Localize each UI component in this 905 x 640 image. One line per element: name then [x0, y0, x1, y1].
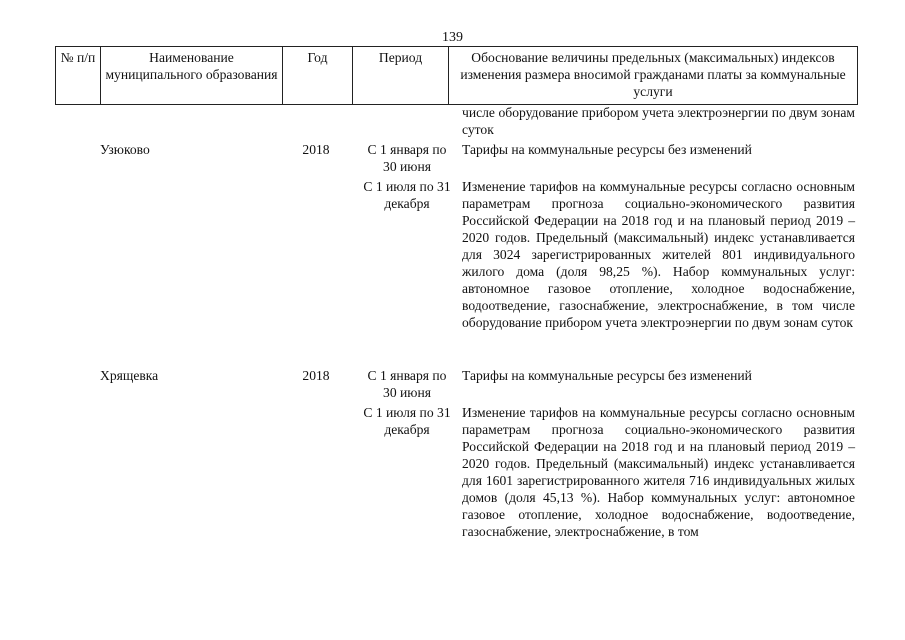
year-cell: 2018 — [302, 368, 330, 383]
table-header — [55, 46, 858, 105]
period-first-half: С 1 января по 30 июня — [367, 368, 447, 400]
header-number: № п/п — [56, 47, 101, 105]
year-cell: 2018 — [302, 142, 330, 157]
header-period: Период — [353, 47, 449, 105]
header-municipality: Наименование муниципального образования — [101, 47, 283, 105]
justification-second-half: Изменение тарифов на коммунальные ресурсы согласно основным параметрам прогноза социально-экономического развития Российской Федерации на 2018 год и на плановый период 2019 – 2020 годов. Предельный (максимальный) индекс устанавливается для 1601 зарегистрированного жителя 716 индивидуальных жилых домов (доля 45,13 %). Набор коммунальных услуг: автономное газовое отопление, холодное водоснабжение, водоотведение, газоснабжение, электроснабжение, в том — [462, 405, 855, 539]
page-number: 139 — [442, 30, 463, 45]
continued-justification: числе оборудование прибором учета электроэнергии по двум зонам суток — [462, 105, 855, 137]
period-second-half: С 1 июля по 31 декабря — [363, 405, 451, 437]
municipality-name: Узюково — [100, 142, 150, 157]
justification-first-half: Тарифы на коммунальные ресурсы без изменений — [462, 142, 752, 157]
header-justification: Обоснование величины предельных (максимальных) индексов изменения размера вносимой гражданами платы за коммунальные услуги — [449, 47, 858, 105]
justification-second-half: Изменение тарифов на коммунальные ресурсы согласно основным параметрам прогноза социально-экономического развития Российской Федерации на 2018 год и на плановый период 2019 – 2020 годов. Предельный (максимальный) индекс устанавливается для 3024 зарегистрированных жителей 801 индивидуального жилого дома (доля 98,25 %). Набор коммунальных услуг: автономное газовое отопление, холодное водоснабжение, водоотведение, газоснабжение, электроснабжение, в том числе оборудование прибором учета электроэнергии по двум зонам суток — [462, 179, 855, 330]
justification-first-half: Тарифы на коммунальные ресурсы без изменений — [462, 368, 752, 383]
municipality-name: Хрящевка — [100, 368, 159, 383]
period-second-half: С 1 июля по 31 декабря — [363, 179, 451, 211]
header-year: Год — [283, 47, 353, 105]
period-first-half: С 1 января по 30 июня — [367, 142, 447, 174]
